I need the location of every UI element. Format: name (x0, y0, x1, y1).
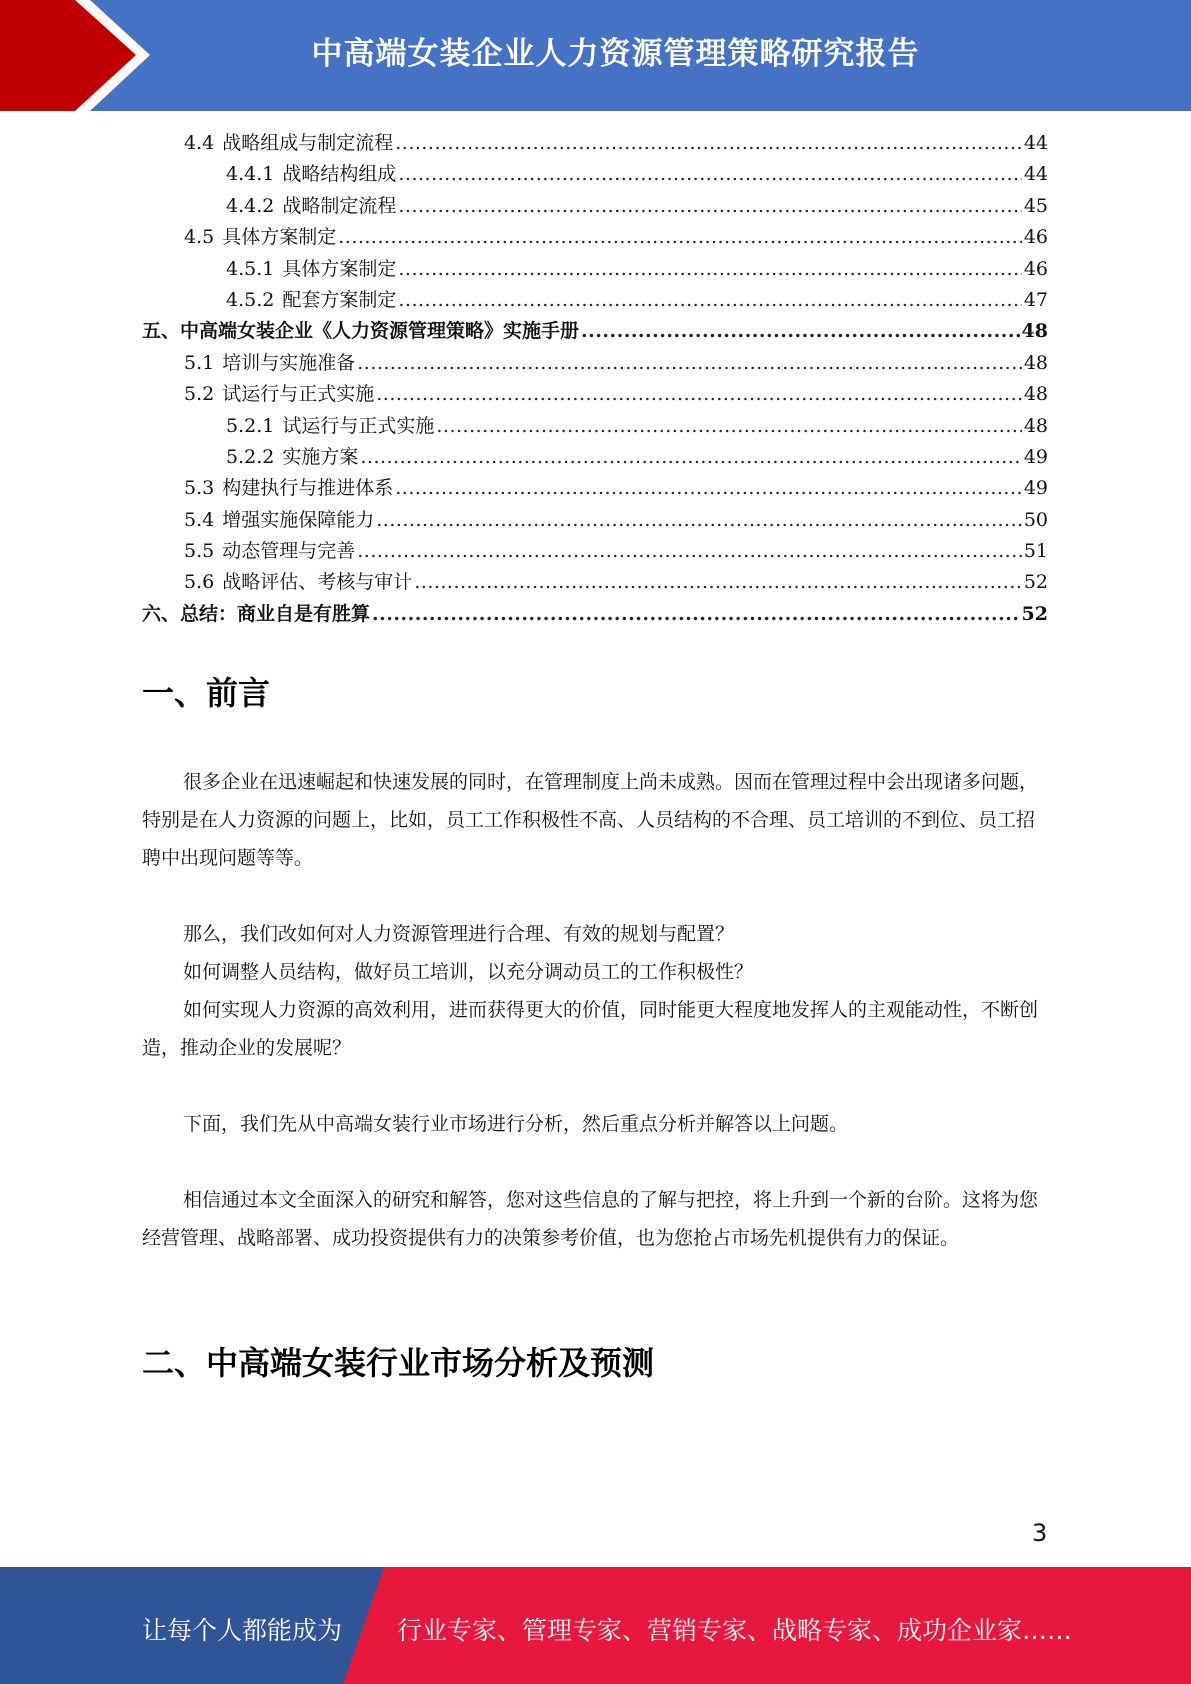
toc-dot-leader (581, 316, 1020, 347)
toc-entry-title: 具体方案制定 (222, 226, 337, 249)
toc-entry-title: 试运行与正式实施 (282, 414, 435, 437)
toc-entry[interactable] (142, 191, 1048, 222)
toc-entry-page: 44 (1023, 163, 1048, 186)
footer-tagline: 行业专家、管理专家、营销专家、战略专家、成功企业家…… (397, 1616, 1073, 1645)
toc-dot-leader (372, 599, 1020, 630)
toc-entry-title: 配套方案制定 (282, 288, 397, 311)
page-header (0, 0, 1191, 111)
toc-entry-page: 51 (1023, 540, 1048, 563)
toc-entry-number: 5.3 (184, 477, 215, 500)
toc-entry-title: 战略评估、考核与审计 (222, 571, 413, 594)
toc-dot-leader (357, 536, 1022, 567)
toc-entry-title: 试运行与正式实施 (222, 383, 375, 406)
toc-entry[interactable] (142, 222, 1048, 253)
header-title: 中高端女装企业人力资源管理策略研究报告 (311, 36, 920, 72)
page-footer (0, 1567, 1191, 1684)
paragraph: 如何实现人力资源的高效利用，进而获得更大的价值，同时能更大程度地发挥人的主观能动性，不断创造，推动企业的发展呢？ (142, 999, 1039, 1059)
toc-entry-page: 48 (1023, 383, 1048, 406)
toc-entry-page: 44 (1023, 132, 1048, 154)
toc-entry-title: 实施方案 (282, 445, 359, 468)
toc-entry-title: 构建执行与推进体系 (222, 477, 394, 500)
toc-dot-leader (357, 348, 1022, 379)
paragraph: 很多企业在迅速崛起和快速发展的同时，在管理制度上尚未成熟。因而在管理过程中会出现诸多问题，特别是在人力资源的问题上，比如，员工工作积极性不高、人员结构的不合理、员工培训的不到位、员工招聘中出现问题等等。 (142, 771, 1039, 869)
toc-entry-number: 5.2.2 (226, 445, 275, 468)
toc-entry-page: 48 (1021, 320, 1048, 343)
toc-entry-title: 增强实施保障能力 (222, 508, 375, 531)
toc-entry-page: 49 (1023, 445, 1048, 468)
toc-entry-title: 六、总结：商业自是有胜算 (142, 602, 371, 625)
toc-dot-leader (376, 379, 1022, 410)
toc-entry-page: 47 (1023, 288, 1048, 311)
toc-entry[interactable] (142, 473, 1048, 504)
toc-entry-title: 战略组成与制定流程 (222, 132, 394, 154)
toc-entry[interactable] (142, 442, 1048, 473)
toc-entry[interactable] (142, 599, 1048, 630)
toc-dot-leader (376, 505, 1022, 536)
toc-entry-page: 52 (1023, 571, 1048, 594)
paragraph: 那么，我们改如何对人力资源管理进行合理、有效的规划与配置？ (183, 923, 735, 945)
toc-entry-page: 45 (1023, 194, 1048, 217)
toc-dot-leader (395, 473, 1022, 504)
toc-entry-title: 培训与实施准备 (222, 351, 356, 374)
toc-dot-leader (414, 567, 1022, 598)
toc-dot-leader (395, 128, 1022, 159)
section-heading-market-analysis: 二、中高端女装行业市场分析及预测 (142, 1344, 655, 1382)
toc-entry-number: 4.4.1 (226, 163, 275, 186)
toc-entry[interactable] (142, 411, 1048, 442)
toc-entry-number: 5.4 (184, 508, 215, 531)
toc-entry[interactable] (142, 159, 1048, 190)
toc-entry-page: 48 (1023, 351, 1048, 374)
toc-entry[interactable] (142, 254, 1048, 285)
toc-entry-page: 46 (1023, 257, 1048, 280)
toc-entry-title: 战略制定流程 (282, 194, 397, 217)
toc-entry-page: 48 (1023, 414, 1048, 437)
toc-dot-leader (398, 159, 1021, 190)
footer-slogan: 让每个人都能成为 (142, 1616, 343, 1645)
paragraph: 如何调整人员结构，做好员工培训，以充分调动员工的工作积极性？ (183, 961, 754, 983)
table-of-contents (142, 128, 1048, 630)
toc-entry-number: 5.2 (184, 383, 215, 406)
toc-entry-page: 49 (1023, 477, 1048, 500)
toc-dot-leader (338, 222, 1022, 253)
toc-entry[interactable] (142, 505, 1048, 536)
toc-entry[interactable] (142, 567, 1048, 598)
toc-entry-page: 46 (1023, 226, 1048, 249)
toc-entry-number: 4.4 (184, 132, 215, 154)
toc-entry-title: 具体方案制定 (282, 257, 397, 280)
toc-entry-title: 战略结构组成 (282, 163, 397, 186)
toc-entry-number: 5.5 (184, 540, 215, 563)
toc-entry[interactable] (142, 128, 1048, 159)
toc-entry-number: 4.4.2 (226, 194, 275, 217)
toc-entry-page: 52 (1021, 602, 1048, 625)
toc-entry[interactable] (142, 316, 1048, 347)
toc-entry-number: 5.1 (184, 351, 215, 374)
toc-entry-number: 4.5 (184, 226, 215, 249)
toc-entry-number: 4.5.2 (226, 288, 275, 311)
toc-dot-leader (360, 442, 1021, 473)
toc-dot-leader (398, 254, 1021, 285)
toc-dot-leader (398, 285, 1021, 316)
paragraph: 下面，我们先从中高端女装行业市场进行分析，然后重点分析并解答以上问题。 (183, 1113, 849, 1135)
section-heading-preface: 一、前言 (142, 674, 271, 712)
toc-entry-number: 5.2.1 (226, 414, 275, 437)
toc-entry-number: 5.6 (184, 571, 215, 594)
toc-entry-title: 五、中高端女装企业《人力资源管理策略》实施手册 (142, 320, 580, 343)
toc-entry[interactable] (142, 536, 1048, 567)
paragraph: 相信通过本文全面深入的研究和解答，您对这些信息的了解与把控，将上升到一个新的台阶。这将为您经营管理、战略部署、成功投资提供有力的决策参考价值，也为您抢占市场先机提供有力的保证。 (142, 1189, 1039, 1249)
toc-entry-number: 4.5.1 (226, 257, 275, 280)
toc-entry[interactable] (142, 348, 1048, 379)
toc-entry[interactable] (142, 379, 1048, 410)
toc-dot-leader (436, 411, 1021, 442)
toc-entry-title: 动态管理与完善 (222, 540, 356, 563)
toc-entry-page: 50 (1023, 508, 1048, 531)
toc-dot-leader (398, 191, 1021, 222)
toc-entry[interactable] (142, 285, 1048, 316)
page-number: 3 (1032, 1519, 1048, 1547)
